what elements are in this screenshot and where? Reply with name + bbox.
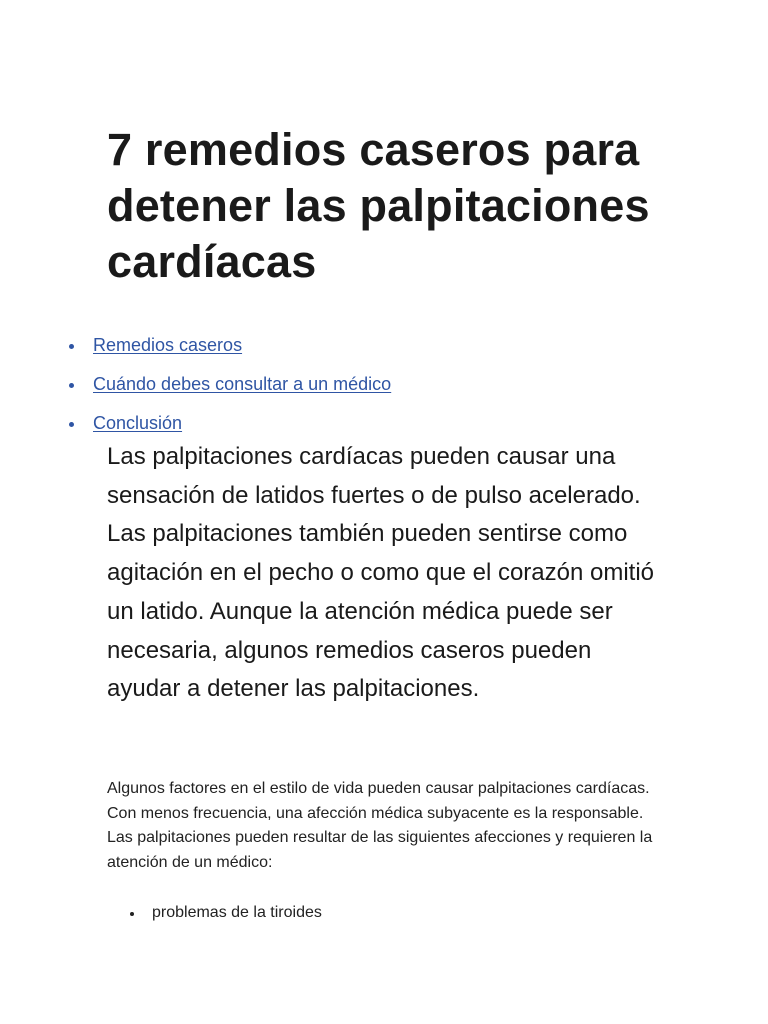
article-lead-paragraph: Las palpitaciones cardíacas pueden causar una sensación de latidos fuertes o de pulso acelerado. Las palpitaciones también pueden sentirse como agitación en el pecho o como que el corazón omitió un latido. Aunque la atención médica puede ser necesaria, algunos remedios caseros pueden ayudar a detener las palpitaciones. xyxy=(107,443,655,703)
toc-link-cuando-consultar[interactable]: Cuándo debes consultar a un médico xyxy=(93,374,392,394)
article-body-paragraph: Algunos factores en el estilo de vida pueden causar palpitaciones cardíacas. Con menos frecuencia, una afección médica subyacente es la responsable. Las palpitaciones pueden resultar de las siguientes afecciones y requieren la atención de un médico: xyxy=(107,780,653,871)
toc-bullet-icon xyxy=(69,344,74,349)
toc-link-conclusion[interactable]: Conclusión xyxy=(93,413,183,433)
toc-bullet-icon xyxy=(69,383,74,388)
list-bullet-icon xyxy=(130,912,134,916)
article-title: 7 remedios caseros para detener las palpitaciones cardíacas xyxy=(107,124,650,287)
toc-bullet-icon xyxy=(69,422,74,427)
toc-link-remedios-caseros[interactable]: Remedios caseros xyxy=(93,335,243,355)
list-item-label: problemas de la tiroides xyxy=(152,904,322,921)
